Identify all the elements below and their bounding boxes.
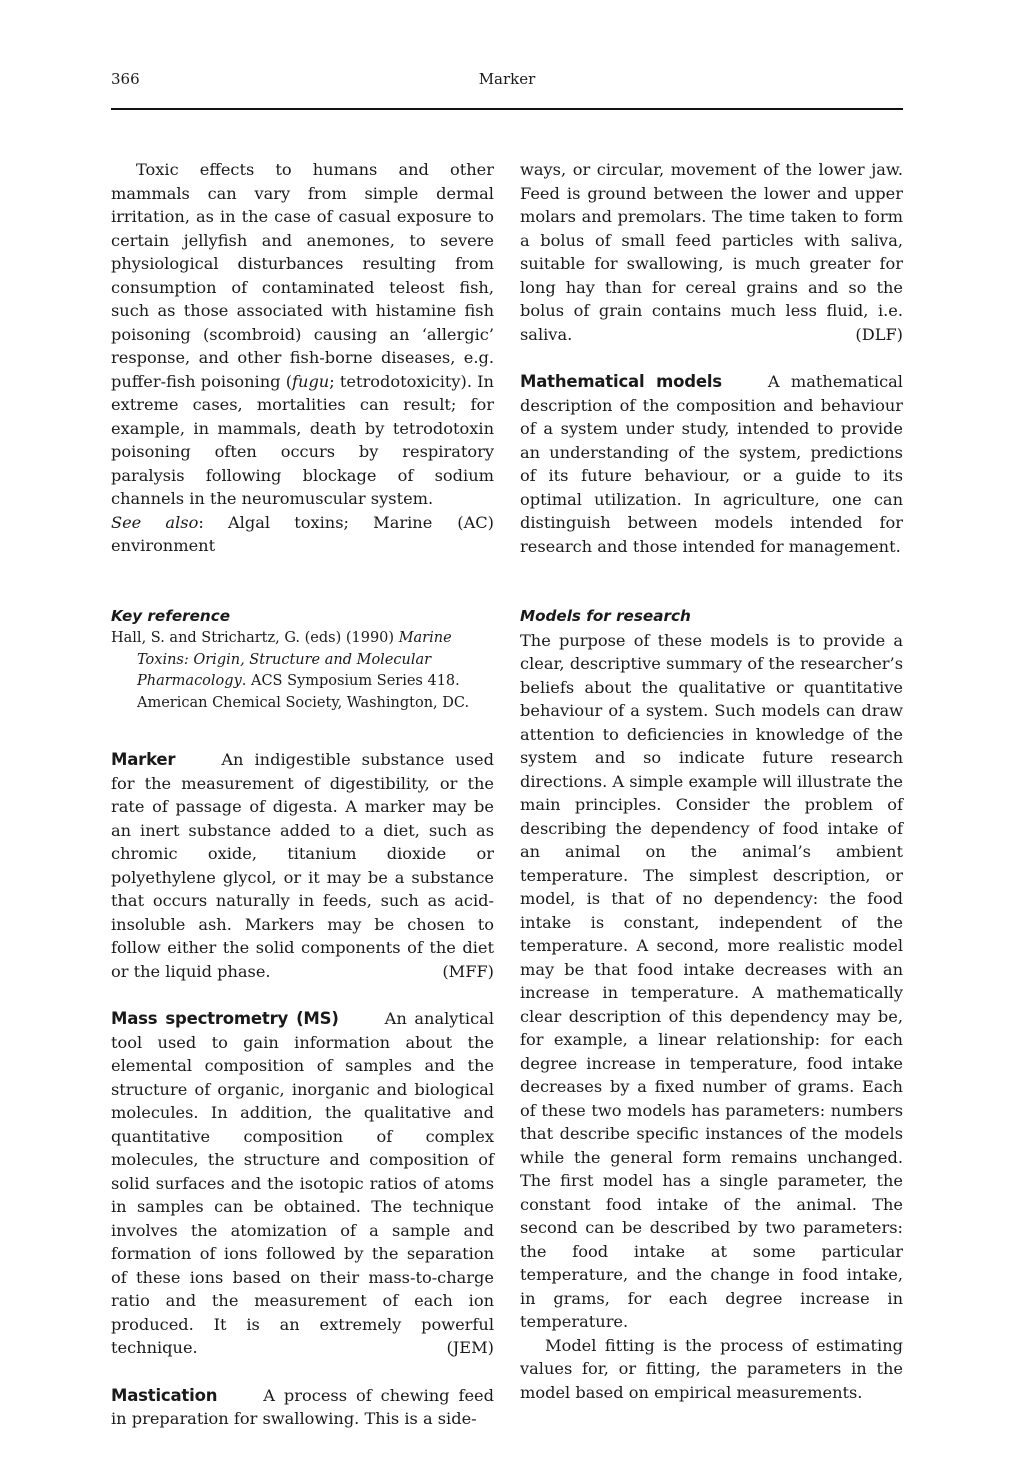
mathematical-models-term: Mathematical models xyxy=(520,372,722,391)
spacer xyxy=(111,714,494,748)
marker-entry xyxy=(111,748,494,983)
see-also-label: See also xyxy=(111,512,199,532)
mastication-continued xyxy=(520,158,903,346)
author-signature-ac: (AC) xyxy=(457,512,494,532)
mastication-entry xyxy=(111,1384,494,1431)
mass-spectrometry-term: Mass spectrometry (MS) xyxy=(111,1009,339,1028)
right-column xyxy=(520,158,903,1404)
model-fitting-paragraph: Model fitting is the process of estimating values for, or fitting, the parameters in the model based on empirical measurements. xyxy=(520,1335,903,1402)
key-reference-heading: Key reference xyxy=(111,606,231,625)
mastication-definition: A process of chewing feed in preparation for swallowing. This is a side- xyxy=(111,1385,494,1428)
spacer xyxy=(520,346,903,370)
author-signature-mff: (MFF) xyxy=(442,961,494,981)
spacer xyxy=(111,558,494,605)
running-title: Marker xyxy=(478,70,536,88)
mastication-continued-text: ways, or circular, movement of the lower jaw. Feed is ground between the lower and upper molars and premolars. The time taken to form a bolus of small feed particles with saliva, suitable for swallowing, is much greater for long hay than for cereal grains and so the bolus of grain contains much less fluid, i.e. saliva. xyxy=(520,160,903,344)
mass-spectrometry-entry xyxy=(111,1007,494,1360)
header-rule xyxy=(111,108,903,110)
marker-definition: An indigestible substance used for the measurement of digestibility, or the rate of passage of digesta. A marker may be an inert substance added to a diet, such as chromic oxide, titanium dioxide or polyethylene glycol, or it may be a substance that occurs naturally in feeds, such as acid-insoluble ash. Markers may be chosen to follow either the solid components of the diet or the liquid phase. xyxy=(111,750,494,981)
fugu-term: fugu xyxy=(292,371,330,391)
running-head xyxy=(111,70,903,92)
spacer xyxy=(111,1360,494,1384)
models-for-research-paragraph: The purpose of these models is to provide a clear, descriptive summary of the researcher’s beliefs about the qualitative or quantitative behaviour of a system. Such models can draw attention to deficiencies in knowledge of the system and so indicate future research directions. A simple example will illustrate the main principles. Consider the problem of describing the dependency of food intake of an animal on the animal’s ambient temperature. The simplest description, or model, is that of no dependency: the food intake is constant, independent of the temperature. A second, more realistic model may be that food intake decreases with an increase in temperature. A mathematically clear description of this dependency may be, for example, a linear relationship: for each degree increase in temperature, food intake decreases by a fixed number of grams. Each of these two models has parameters: numbers that describe specific instances of the models while the general form remains unchanged. The first model has a single parameter, the constant food intake of the animal. The second can be described by two parameters: the food intake at some particular temperature, and the change in food intake, in grams, for each degree increase in temperature. xyxy=(520,630,903,1331)
reference-details: . ACS Symposium Series 418. American Chemical Society, Washington, DC. xyxy=(137,673,470,711)
reference-authors: Hall, S. and Strichartz, G. (eds) (1990) xyxy=(111,630,399,646)
mass-spectrometry-definition: An analytical tool used to gain information about the elemental composition of samples and the structure of organic, inorganic and biological molecules. In addition, the qualitative and quantitative composition of complex molecules, the structure and composition of solid surfaces and the isotopic ratios of atoms in samples can be obtained. The technique involves the atomization of a sample and formation of ions followed by the separation of these ions based on their mass-to-charge ratio and the measurement of each ion produced. It is an extremely powerful technique. xyxy=(111,1009,494,1357)
marker-term: Marker xyxy=(111,750,176,769)
left-column xyxy=(111,158,494,1431)
see-also-text: : Algal toxins; Marine environment xyxy=(111,512,433,555)
author-signature-jem: (JEM) xyxy=(446,1338,494,1357)
mathematical-models-definition: A mathematical description of the composition and behaviour of a system under study, intended to provide an understanding of the system, predictions of its future behaviour, or a guide to its optimal utilization. In agriculture, one can distinguish between models intended for research and those intended for management. xyxy=(520,372,903,556)
toxic-text-part-b: ; tetrodotoxicity). In extreme cases, mortalities can result; for example, in mammals, death by tetrodotoxin poisoning often occurs by respiratory paralysis following blockage of sodium channels in the neuromuscular system. xyxy=(111,371,494,508)
spacer xyxy=(520,558,903,605)
toxic-text-part-a: Toxic effects to humans and other mammals can vary from simple dermal irritation, as in the case of casual exposure to certain jellyfish and anemones, to severe physiological disturbances resulting from consumption of contaminated teleost fish, such as those associated with histamine fish poisoning (scombroid) causing an ‘allergic’ response, and other fish-borne diseases, e.g. puffer-fish poisoning ( xyxy=(111,160,494,391)
mathematical-models-entry xyxy=(520,370,903,558)
reference-title: Marine Toxins: Origin, Structure and Molecular Pharmacology xyxy=(137,630,452,689)
spacer xyxy=(111,983,494,1007)
mastication-term: Mastication xyxy=(111,1385,218,1405)
page-number: 366 xyxy=(111,70,140,88)
reference-entry xyxy=(111,628,494,714)
models-for-research-heading: Models for research xyxy=(520,607,691,625)
author-signature-dlf: (DLF) xyxy=(855,324,903,344)
